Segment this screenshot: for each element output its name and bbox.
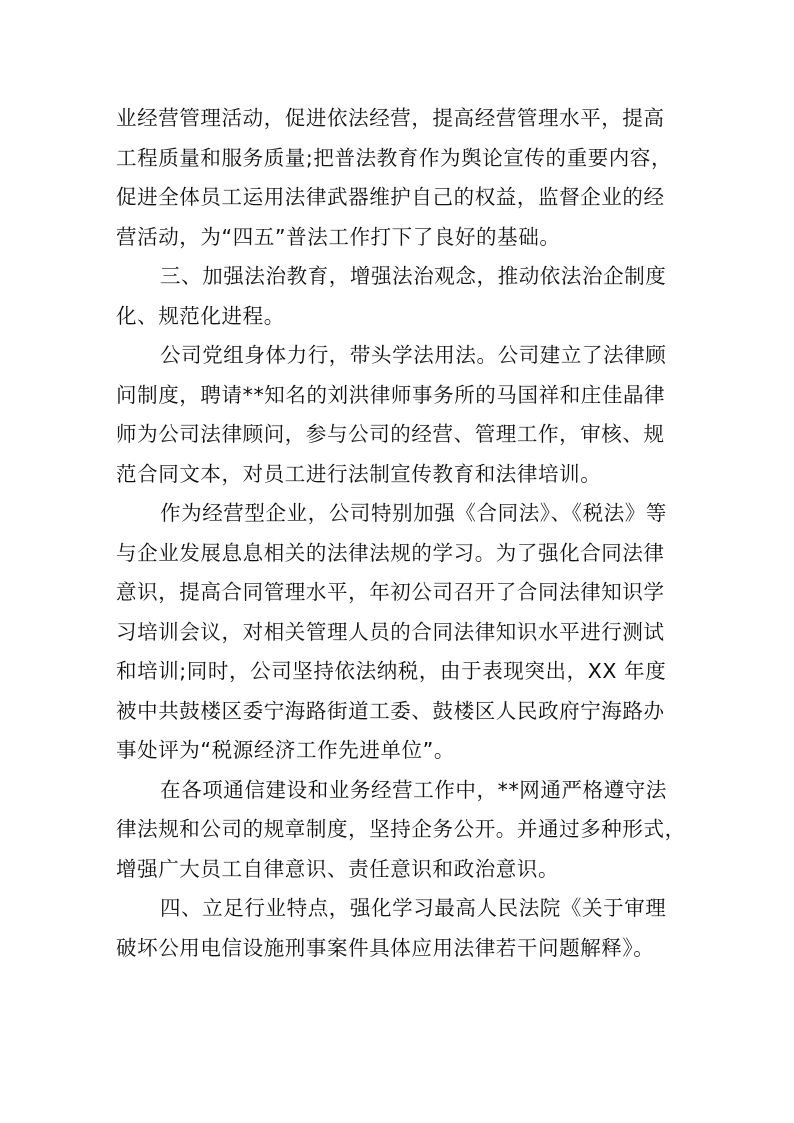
text-line: 业经营管理活动，促进依法经营，提高经营管理水平，提高	[116, 106, 665, 130]
text-line: 营活动，为“四五”普法工作打下了良好的基础。	[116, 224, 561, 249]
text-line: 四、立足行业特点，强化学习最高人民法院《关于审理	[160, 896, 667, 920]
paragraph-contract-law	[116, 494, 676, 771]
paragraph-legal-advisor	[116, 336, 676, 494]
text-line: 工程质量和服务质量;把普法教育作为舆论宣传的重要内容，	[116, 145, 673, 170]
text-line: 促进全体员工运用法律武器维护自己的权益，监督企业的经	[116, 185, 665, 209]
text-line: 与企业发展息息相关的法律法规的学习。为了强化合同法律	[116, 540, 665, 565]
section-heading-three	[116, 257, 676, 336]
text-line: 化、规范化进程。	[116, 303, 285, 328]
document-body	[116, 99, 686, 968]
paragraph-compliance	[116, 771, 686, 890]
section-heading-four	[116, 889, 676, 968]
text-line: 在各项通信建设和业务经营工作中，**网通严格遵守法	[160, 777, 667, 802]
text-line: 公司党组身体力行，带头学法用法。公司建立了法律顾	[160, 343, 667, 367]
paragraph-continuation	[116, 99, 676, 257]
text-line: 律法规和公司的规章制度，坚持企务公开。并通过多种形式，	[116, 817, 686, 841]
text-line: 增强广大员工自律意识、责任意识和政治意识。	[116, 856, 560, 881]
text-line: 问制度，聘请**知名的刘洪律师事务所的马国祥和庄佳晶律	[116, 382, 666, 407]
text-line: 被中共鼓楼区委宁海路街道工委、鼓楼区人民政府宁海路办	[116, 698, 665, 723]
text-line: 范合同文本，对员工进行法制宣传教育和法律培训。	[116, 461, 602, 486]
text-line: 师为公司法律顾问，参与公司的经营、管理工作，审核、规	[116, 422, 665, 446]
text-line: 破坏公用电信设施刑事案件具体应用法律若干问题解释》。	[116, 935, 655, 960]
text-line: 作为经营型企业，公司特别加强《合同法》、《税法》等	[160, 501, 667, 525]
text-line: 意识，提高合同管理水平，年初公司召开了合同法律知识学	[116, 580, 665, 604]
text-line: 习培训会议，对相关管理人员的合同法律知识水平进行测试	[116, 619, 665, 644]
text-line: 事处评为“税源经济工作先进单位”。	[116, 738, 455, 762]
text-line: 和培训;同时，公司坚持依法纳税，由于表现突出，XX 年度	[116, 659, 667, 683]
text-line: 三、加强法治教育，增强法治观念，推动依法治企制度	[160, 264, 667, 288]
